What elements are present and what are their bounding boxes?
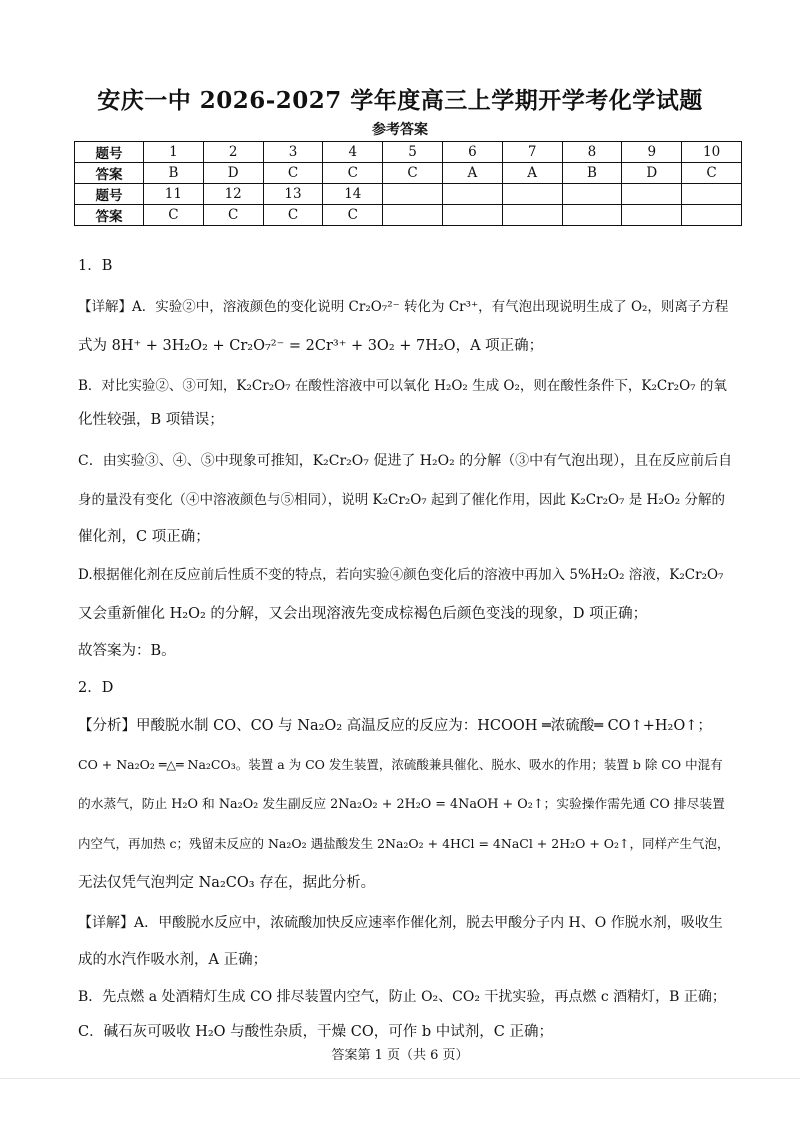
table-row <box>75 163 742 184</box>
table-cell <box>682 184 742 205</box>
table-cell: 8 <box>562 142 622 163</box>
row-label: 题号 <box>75 184 144 205</box>
table-cell: C <box>323 163 383 184</box>
q1-line: D.根据催化剂在反应前后性质不变的特点，若向实验④颜色变化后的溶液中再加入 5%H₂O₂ 溶液，K₂Cr₂O₇ <box>78 567 724 583</box>
table-row <box>75 142 742 163</box>
table-cell <box>383 205 443 226</box>
table-cell: C <box>263 163 323 184</box>
table-cell: 2 <box>203 142 263 163</box>
table-cell: A <box>502 163 562 184</box>
q1-answer: 故答案为：B。 <box>78 643 176 659</box>
table-cell: D <box>203 163 263 184</box>
q2-line: 成的水汽作吸水剂，A 正确； <box>78 952 268 968</box>
table-cell: 1 <box>144 142 204 163</box>
table-cell <box>502 205 562 226</box>
page-title: 安庆一中 2026-2027 学年度高三上学期开学考化学试题 <box>97 87 703 114</box>
table-cell: C <box>383 163 443 184</box>
table-cell: 4 <box>323 142 383 163</box>
row-label: 答案 <box>75 163 144 184</box>
table-cell: 11 <box>144 184 204 205</box>
q2-line: 【分析】甲酸脱水制 CO、CO 与 Na₂O₂ 高温反应的反应为：HCOOH ═浓硫酸═ CO↑+H₂O↑； <box>78 718 712 734</box>
table-row <box>75 205 742 226</box>
q2-line: 的水蒸气，防止 H₂O 和 Na₂O₂ 发生副反应 2Na₂O₂ + 2H₂O = 4NaOH + O₂↑；实验操作需先通 CO 排尽装置 <box>78 797 725 812</box>
q2-line: 无法仅凭气泡判定 Na₂CO₃ 存在，据此分析。 <box>78 875 376 891</box>
table-cell: 13 <box>263 184 323 205</box>
question-2-number: 2．D <box>78 680 114 696</box>
table-cell <box>682 205 742 226</box>
table-cell: 3 <box>263 142 323 163</box>
table-cell <box>622 184 682 205</box>
table-cell: 5 <box>383 142 443 163</box>
row-label: 题号 <box>75 142 144 163</box>
table-cell <box>442 205 502 226</box>
q1-line: 又会重新催化 H₂O₂ 的分解，又会出现溶液先变成棕褐色后颜色变浅的现象，D 项正确； <box>78 606 648 622</box>
page-subtitle: 参考答案 <box>372 122 428 138</box>
table-cell <box>383 184 443 205</box>
q1-line: 式为 8H⁺ + 3H₂O₂ + Cr₂O₇²⁻ = 2Cr³⁺ + 3O₂ + 7H₂O，A 项正确； <box>78 338 544 354</box>
q1-line: B．对比实验②、③可知，K₂Cr₂O₇ 在酸性溶液中可以氧化 H₂O₂ 生成 O₂，则在酸性条件下，K₂Cr₂O₇ 的氧 <box>78 378 727 394</box>
q1-line: 催化剂，C 项正确； <box>78 529 210 545</box>
table-cell: 6 <box>442 142 502 163</box>
table-cell: C <box>682 163 742 184</box>
table-row <box>75 184 742 205</box>
table-cell: C <box>263 205 323 226</box>
table-cell: 9 <box>622 142 682 163</box>
table-cell: A <box>442 163 502 184</box>
table-cell <box>562 205 622 226</box>
q2-line: C．碱石灰可吸收 H₂O 与酸性杂质，干燥 CO，可作 b 中试剂，C 正确； <box>78 1024 553 1040</box>
row-label: 答案 <box>75 205 144 226</box>
table-cell: B <box>144 163 204 184</box>
question-1-number: 1．B <box>78 258 113 274</box>
table-cell: 14 <box>323 184 383 205</box>
q1-line: 身的量没有变化（④中溶液颜色与⑤相同），说明 K₂Cr₂O₇ 起到了催化作用，因此 K₂Cr₂O₇ 是 H₂O₂ 分解的 <box>78 492 726 508</box>
q1-line: 化性较强，B 项错误； <box>78 412 224 428</box>
q2-line: 内空气，再加热 c；残留未反应的 Na₂O₂ 遇盐酸发生 2Na₂O₂ + 4HCl = 4NaCl + 2H₂O + O₂↑，同样产生气泡， <box>78 836 730 851</box>
table-cell: B <box>562 163 622 184</box>
page-footer: 答案第 1 页（共 6 页） <box>331 1048 469 1063</box>
q1-line: 【详解】A．实验②中，溶液颜色的变化说明 Cr₂O₇²⁻ 转化为 Cr³⁺，有气泡出现说明生成了 O₂，则离子方程 <box>78 299 729 315</box>
answer-table <box>74 141 742 226</box>
table-cell <box>562 184 622 205</box>
table-cell: 10 <box>682 142 742 163</box>
table-cell <box>622 205 682 226</box>
table-cell: 7 <box>502 142 562 163</box>
table-cell: C <box>203 205 263 226</box>
table-cell: 12 <box>203 184 263 205</box>
q1-line: C．由实验③、④、⑤中现象可推知，K₂Cr₂O₇ 促进了 H₂O₂ 的分解（③中有气泡出现），且在反应前后自 <box>78 453 733 469</box>
table-cell <box>442 184 502 205</box>
table-cell: C <box>323 205 383 226</box>
bottom-divider <box>0 1078 800 1079</box>
table-cell <box>502 184 562 205</box>
table-cell: C <box>144 205 204 226</box>
table-cell: D <box>622 163 682 184</box>
q2-line: B．先点燃 a 处酒精灯生成 CO 排尽装置内空气，防止 O₂、CO₂ 干扰实验，再点燃 c 酒精灯，B 正确； <box>78 989 726 1005</box>
q2-line: CO + Na₂O₂ ═△═ Na₂CO₃。装置 a 为 CO 发生装置，浓硫酸兼具催化、脱水、吸水的作用；装置 b 除 CO 中混有 <box>78 757 723 772</box>
q2-line: 【详解】A．甲酸脱水反应中，浓硫酸加快反应速率作催化剂，脱去甲酸分子内 H、O 作脱水剂，吸收生 <box>78 915 723 931</box>
